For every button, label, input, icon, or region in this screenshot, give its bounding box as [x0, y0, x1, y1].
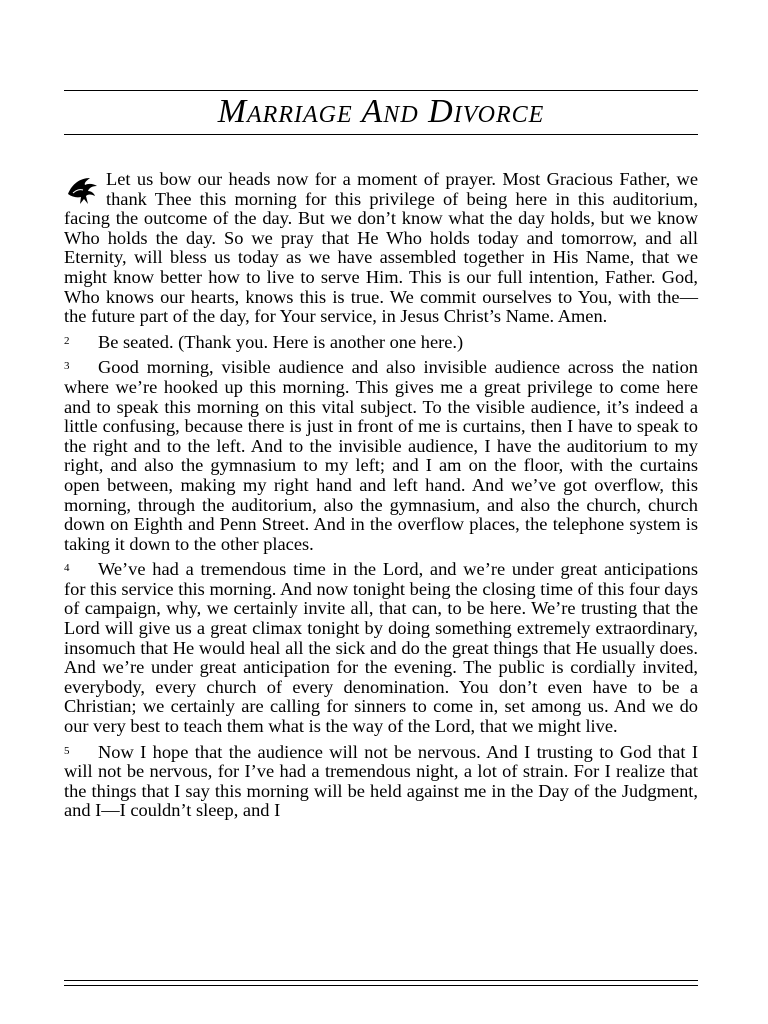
paragraph-5 — [64, 743, 698, 821]
title-underline-rule — [64, 134, 698, 135]
paragraph-text: Now I hope that the audience will not be nervous. And I trusting to God that I will not be nervous, for I’ve had a tremendous night, a lot of strain. For I realize that the things that I say this morning will be held against me in the Day of the Judgment, and I—I couldn’t sleep, and I — [64, 741, 698, 821]
page-title: Marriage And Divorce — [217, 93, 545, 130]
paragraph-number: 5 — [64, 744, 70, 757]
paragraph-text: Let us bow our heads now for a moment of prayer. Most Gracious Father, we thank Thee this morning for this privilege of being here in this auditorium, facing the outcome of the day. But we don’t know what the day holds, but we know Who holds the day. So we pray that He Who holds today and tomorrow, and all Eternity, will bless us today as we have assembled together in His Name, that we might know better how to live to serve Him. This is our full intention, Father. God, Who knows our hearts, knows this is true. We commit ourselves to You, with the—the future part of the day, for Your service, in Jesus Christ’s Name. Amen. — [64, 169, 698, 327]
paragraph-text: Good morning, visible audience and also invisible audience across the nation where we’re hooked up this morning. This gives me a great privilege to come here and to speak this morning on this vital subject. To the visible audience, it’s indeed a little confusing, because there is just in front of me is curtains, then I have to speak to the right and to the left. And to the invisible audience, I have the auditorium to my right, and also the gymnasium to my left; and I am on the floor, with the curtains open between, making my right hand and left hand. And we’ve got overflow, this morning, through the auditorium, also the gymnasium, and also the church, church down on Eighth and Penn Street. And in the overflow places, the telephone system is taking it down to the other places. — [64, 357, 698, 554]
bottom-rule-double — [64, 985, 698, 986]
paragraph-number: 2 — [64, 334, 70, 347]
sermon-body — [64, 170, 698, 827]
paragraph-text: We’ve had a tremendous time in the Lord, and we’re under great anticipations for this service this morning. And now tonight being the closing time of this four days of campaign, why, we certainly invite all, that can, to be here. We’re trusting that the Lord will give us a great climax tonight by doing something extremely extraordinary, insomuch that He would heal all the sick and do the great things that He usually does. And we’re under great anticipation for the evening. The public is cordially invited, everybody, every church of every denomination. You don’t even have to be a Christian; we certainly are calling for sinners to come in, set among us. And we do our very best to teach them what is the way of the Lord, that we might live. — [64, 559, 698, 737]
paragraph-3 — [64, 358, 698, 554]
eagle-emblem-icon — [64, 172, 100, 208]
paragraph-2 — [64, 333, 698, 353]
paragraph-4 — [64, 560, 698, 736]
bottom-rule — [64, 980, 698, 981]
paragraph-number: 4 — [64, 562, 70, 575]
paragraph-text: Be seated. (Thank you. Here is another one here.) — [98, 331, 464, 352]
paragraph-1 — [64, 170, 698, 327]
paragraph-number: 3 — [64, 360, 70, 373]
